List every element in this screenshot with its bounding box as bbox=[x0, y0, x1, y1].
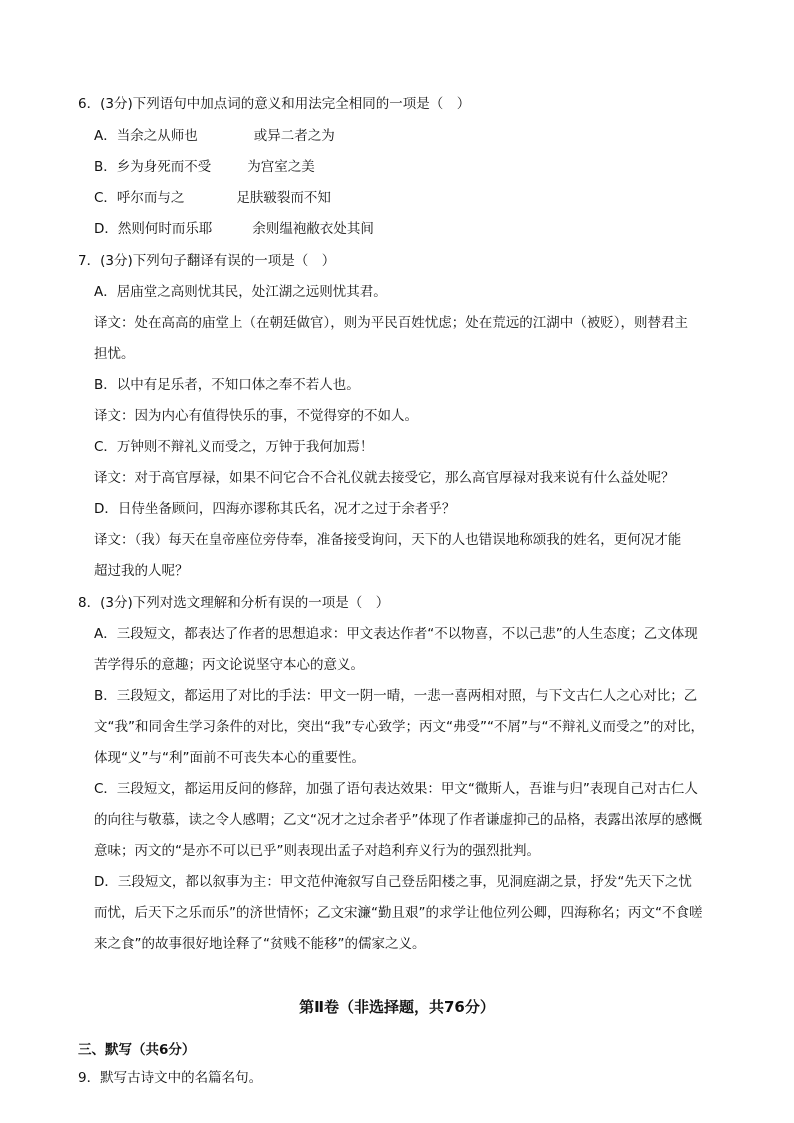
q6-option-c-row bbox=[94, 188, 331, 208]
q8-line: B．三段短文，都运用了对比的手法：甲文一阴一晴，一悲一喜两相对照，与下文古仁人之心对比；乙 bbox=[94, 688, 698, 704]
q7-line: 译文：对于高官厚禄，如果不问它合不合礼仪就去接受它，那么高官厚禄对我来说有什么益处呢？ bbox=[94, 470, 675, 486]
q6-option-b-left: B．乡为身死而不受 bbox=[94, 159, 212, 175]
q7-line: A．居庙堂之高则忧其民，处江湖之远则忧其君。 bbox=[94, 284, 387, 300]
q8-line: 苦学得乐的意趣；丙文论说坚守本心的意义。 bbox=[94, 657, 364, 673]
q6-option-c-right: 足肤皲裂而不知 bbox=[236, 190, 331, 206]
q6-option-b-row bbox=[94, 157, 315, 177]
q8-line: C．三段短文，都运用反问的修辞，加强了语句表达效果：甲文“微斯人，吾谁与归”表现自己对古仁人 bbox=[94, 781, 698, 797]
q7-line: D．日侍坐备顾问，四海亦谬称其氏名，况才之过于余者乎？ bbox=[94, 501, 456, 517]
q8-line: 的向往与敬慕，读之令人感喟；乙文“况才之过余者乎”体现了作者谦虚抑己的品格，表露出浓厚的感慨 bbox=[94, 812, 702, 828]
q6-option-a-left: A．当余之从师也 bbox=[94, 128, 198, 144]
q7-line: 译文：处在高高的庙堂上（在朝廷做官），则为平民百姓忧虑；处在荒远的江湖中（被贬），则替君主 bbox=[94, 315, 688, 331]
q7-line: 译文：因为内心有值得快乐的事，不觉得穿的不如人。 bbox=[94, 408, 418, 424]
q6-option-d-row bbox=[94, 219, 374, 239]
q8-line: 体现“义”与“利”面前不可丧失本心的重要性。 bbox=[94, 750, 365, 766]
q6-option-c-left: C．呼尔而与之 bbox=[94, 190, 185, 206]
q6-option-b-right: 为宫室之美 bbox=[247, 159, 315, 175]
q6-option-a-right: 或异二者之为 bbox=[253, 128, 335, 144]
section-3-heading: 三、默写（共6分） bbox=[78, 1042, 196, 1058]
q7-line: C．万钟则不辩礼义而受之，万钟于我何加焉！ bbox=[94, 439, 374, 455]
q6-stem-text: 6．(3分)下列语句中加点词的意义和用法完全相同的一项是（ ） bbox=[78, 96, 471, 112]
q7-line: 担忧。 bbox=[94, 346, 135, 362]
q6-option-d-left: D．然则何时而乐耶 bbox=[94, 221, 213, 237]
q8-stem: 8．(3分)下列对选文理解和分析有误的一项是（ ） bbox=[78, 595, 390, 611]
q8-line: 文“我”和同舍生学习条件的对比，突出“我”专心致学；丙文“弗受”“不屑”与“不辩礼义而受之”的对比， bbox=[94, 719, 704, 735]
q8-line: 意味；丙文的“是亦不可以已乎”则表现出孟子对趋利弃义行为的强烈批判。 bbox=[94, 843, 540, 859]
q6-option-d-right: 余则缊袍敝衣处其间 bbox=[252, 221, 374, 237]
q6-option-a-row bbox=[94, 126, 335, 146]
q7-line: B．以中有足乐者，不知口体之奉不若人也。 bbox=[94, 377, 360, 393]
q8-line: 而忧，后天下之乐而乐”的济世情怀；乙文宋濂“勤且艰”的求学让他位列公卿，四海称名；丙文“不食嗟 bbox=[94, 905, 703, 921]
section-title: 第Ⅱ卷（非选择题，共76分） bbox=[299, 998, 495, 1016]
q8-line: A．三段短文，都表达了作者的思想追求：甲文表达作者“不以物喜，不以己悲”的人生态度；乙文体现 bbox=[94, 626, 698, 642]
q8-line: 来之食”的故事很好地诠释了“贫贱不能移”的儒家之义。 bbox=[94, 936, 426, 952]
q8-line: D．三段短文，都以叙事为主：甲文范仲淹叙写自己登岳阳楼之事，见洞庭湖之景，抒发“先天下之忧 bbox=[94, 874, 692, 890]
q9-stem: 9．默写古诗文中的名篇名句。 bbox=[78, 1070, 263, 1086]
q7-line: 译文：（我）每天在皇帝座位旁侍奉，准备接受询问，天下的人也错误地称颂我的姓名，更何况才能 bbox=[94, 532, 682, 548]
q7-line: 超过我的人呢？ bbox=[94, 563, 189, 579]
q7-stem: 7．(3分)下列句子翻译有误的一项是（ ） bbox=[78, 253, 336, 269]
